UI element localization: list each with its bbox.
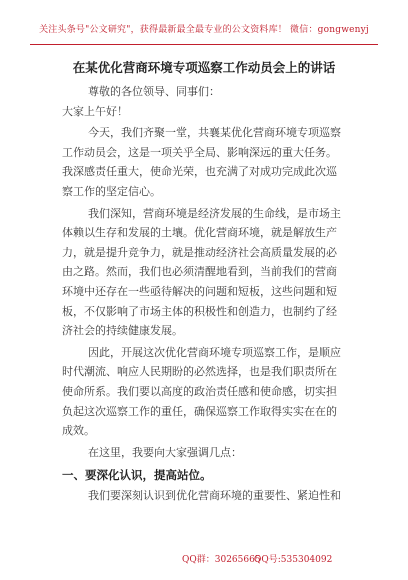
header-note: 关注头条号"公文研究"，获得最新最全最专业的公文资料库！ 微信：gongwenyj bbox=[39, 25, 369, 35]
paragraph-line: 今天，我们齐聚一堂，共襄某优化营商环境专项巡察 bbox=[88, 126, 341, 140]
paragraph-line: 板，不仅影响了市场主体的积极性和创造力，也制约了经 bbox=[62, 304, 337, 318]
paragraph-2 bbox=[62, 204, 380, 341]
paragraph-5 bbox=[62, 486, 380, 506]
paragraph-line: 我们要深刻认识到优化营商环境的重要性、紧迫性和 bbox=[88, 489, 341, 502]
header-divider bbox=[30, 44, 378, 45]
salutation bbox=[62, 82, 362, 102]
paragraph-line: 时代潮流、响应人民期盼的必然选择，也是我们职责所在 bbox=[62, 365, 337, 379]
paragraph-line: 由之路。然而，我们也必须清醒地看到，当前我们的营商 bbox=[62, 265, 337, 279]
paragraph-line: 环境中还存在一些亟待解决的问题和短板，这些问题和短 bbox=[62, 284, 337, 298]
paragraph-line: 我们深知，营商环境是经济发展的生命线，是市场主 bbox=[88, 206, 341, 220]
paragraph-3 bbox=[62, 343, 380, 441]
paragraph-line: 力，就是提升竞争力，就是推动经济社会高质量发展的必 bbox=[62, 245, 337, 259]
paragraph-1 bbox=[62, 123, 380, 201]
paragraph-line: 在这里，我要向大家强调几点： bbox=[88, 445, 242, 459]
paragraph-line: 济社会的持续健康发展。 bbox=[62, 324, 183, 338]
greeting bbox=[62, 102, 362, 122]
salutation-text: 尊敬的各位领导、同事们： bbox=[88, 85, 220, 98]
paragraph-line: 体赖以生存和发展的土壤。优化营商环境，就是解放生产 bbox=[62, 226, 337, 240]
paragraph-4 bbox=[62, 443, 380, 463]
paragraph-line: 察工作的坚定信心。 bbox=[62, 184, 161, 198]
paragraph-line: 工作动员会，这是一项关乎全局、影响深远的重大任务。 bbox=[62, 145, 337, 159]
paragraph-line: 因此，开展这次优化营商环境专项巡察工作，是顺应 bbox=[88, 345, 341, 359]
greeting-text: 大家上午好！ bbox=[62, 104, 128, 118]
document-title: 在某优化营商环境专项巡察工作动员会上的讲话 bbox=[72, 60, 336, 75]
footer-qq-group: QQ群：30265665 bbox=[182, 555, 261, 565]
paragraph-line: 成效。 bbox=[62, 424, 95, 438]
footer-qq-number: QQ号:535304092 bbox=[254, 555, 333, 565]
section-heading: 一、要深化认识，提高站位。 bbox=[62, 468, 212, 483]
paragraph-line: 我深感责任重大，使命光荣，也充满了对成功完成此次巡 bbox=[62, 165, 337, 179]
paragraph-line: 使命所系。我们要以高度的政治责任感和使命感，切实担 bbox=[62, 384, 337, 398]
paragraph-line: 负起这次巡察工作的重任，确保巡察工作取得实实在在的 bbox=[62, 404, 337, 418]
